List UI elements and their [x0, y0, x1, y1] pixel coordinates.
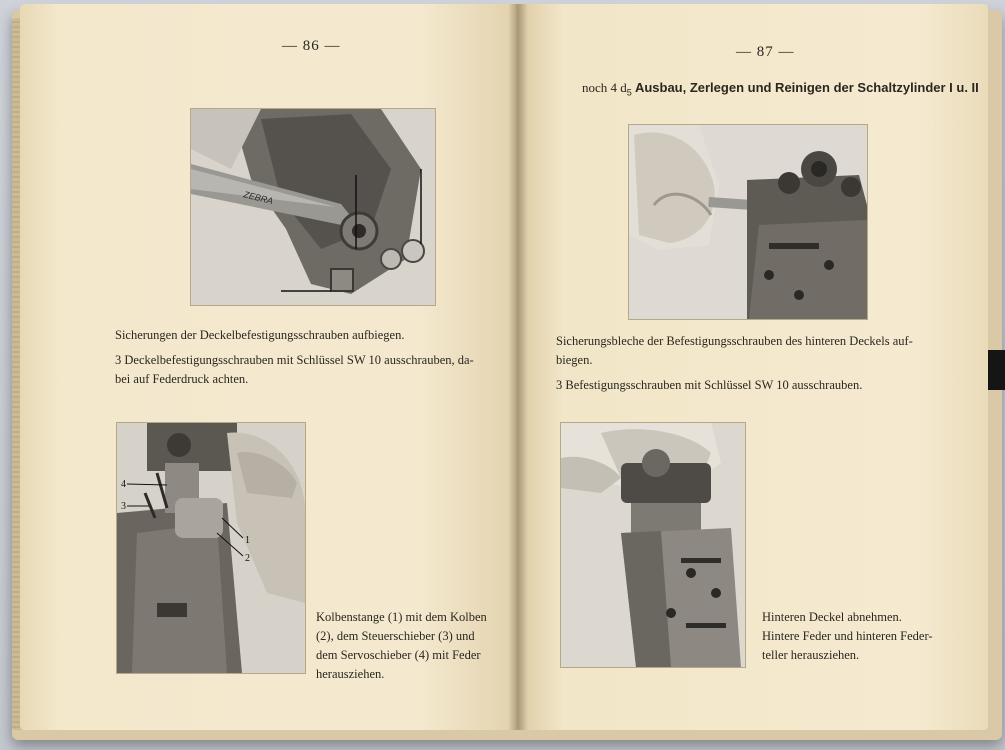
section-heading — [582, 80, 979, 98]
page-number: — 86 — — [282, 38, 341, 54]
heading-text: Ausbau, Zerlegen und Reinigen der Schaltzylinder I u. II — [634, 80, 979, 95]
heading-prefix: noch 4 d — [582, 80, 627, 95]
caption-top — [115, 326, 505, 389]
photo-piston-rod — [116, 422, 306, 674]
callout-2: 2 — [245, 553, 250, 564]
caption-line: Kolbenstange (1) mit dem Kolben — [316, 610, 487, 624]
caption-line: 3 Deckelbefestigungsschrauben mit Schlüssel SW 10 ausschrauben, da- — [115, 353, 474, 367]
caption-line: (2), dem Steuerschieber (3) und — [316, 629, 475, 643]
right-page — [516, 4, 988, 730]
caption-line: teller herausziehen. — [762, 648, 860, 662]
caption-line: herausziehen. — [316, 667, 385, 681]
caption-bottom — [316, 608, 506, 684]
photo-wrench-cover — [190, 108, 436, 306]
caption-line: Sicherungsbleche der Befestigungsschrauben des hinteren Deckels auf- — [556, 334, 913, 348]
photo-rear-cover-wrench — [628, 124, 868, 320]
caption-line: Sicherungen der Deckelbefestigungsschrauben aufbiegen. — [115, 328, 405, 342]
caption-line: bei auf Federdruck achten. — [115, 372, 249, 386]
callout-1: 1 — [245, 535, 250, 546]
caption-line: 3 Befestigungsschrauben mit Schlüssel SW 10 ausschrauben. — [556, 378, 863, 392]
page-number: — 87 — — [736, 44, 795, 60]
photo-remove-rear-cover — [560, 422, 746, 668]
caption-line: Hinteren Deckel abnehmen. — [762, 610, 902, 624]
callout-4: 4 — [121, 479, 126, 490]
caption-line: Hintere Feder und hinteren Feder- — [762, 629, 933, 643]
caption-top — [556, 332, 976, 395]
book-gutter — [508, 4, 528, 730]
heading-sub: 5 — [626, 87, 632, 98]
caption-line: dem Servoschieber (4) mit Feder — [316, 648, 481, 662]
caption-bottom — [762, 608, 982, 665]
wrench-brand: ZEBRA — [242, 189, 275, 207]
caption-line: biegen. — [556, 353, 593, 367]
left-page — [20, 4, 518, 730]
callout-3: 3 — [121, 501, 126, 512]
